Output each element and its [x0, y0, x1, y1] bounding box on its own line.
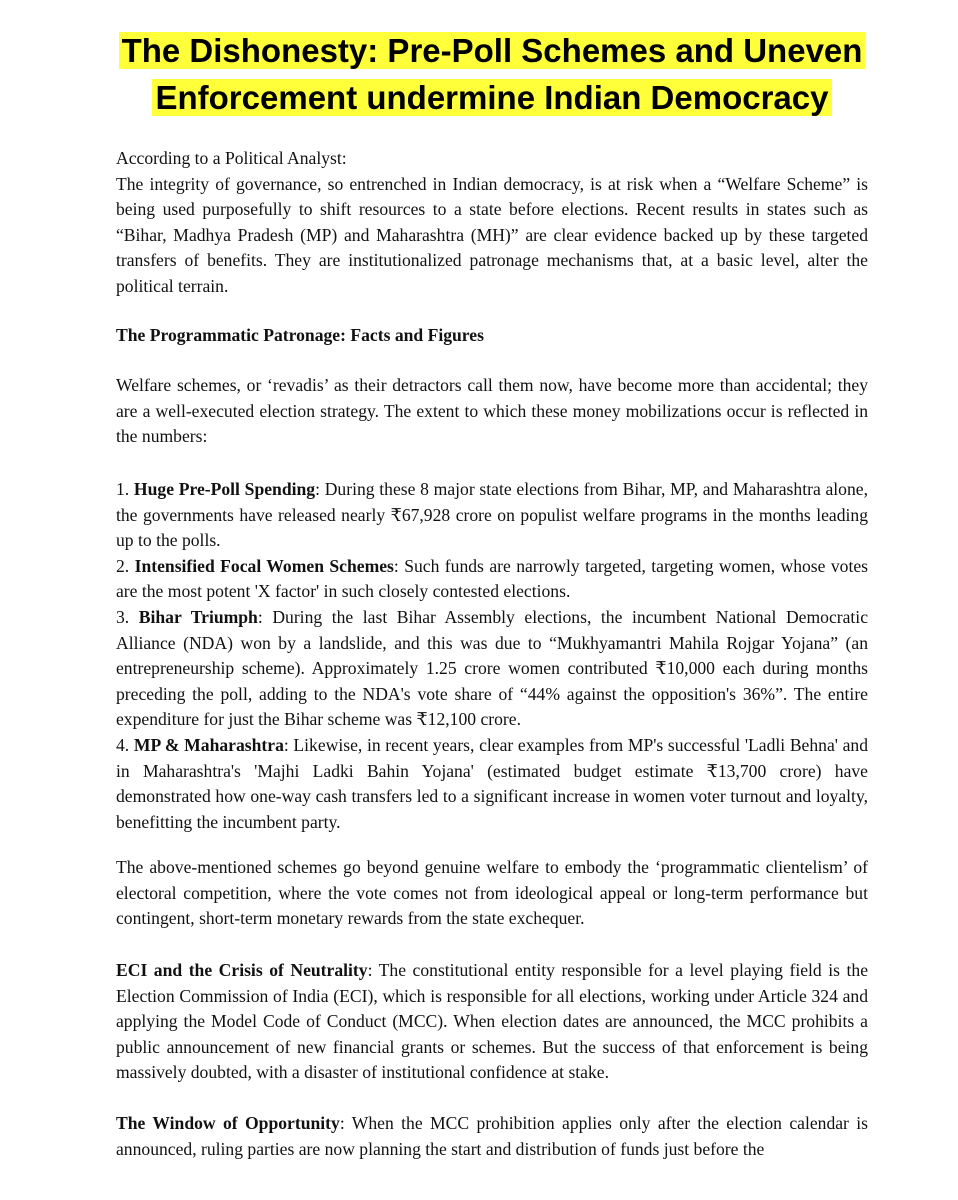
- window-block: [116, 1111, 868, 1162]
- list-item-label: Intensified Focal Women Schemes: [134, 555, 394, 576]
- list-item-text: : During these 8 major state elections from Bihar, MP, and Maharashtra alone, the governments have released nearly ₹67,928 crore on populist welfare programs in the months leading up to the polls.: [116, 479, 868, 551]
- eci-paragraph: [116, 958, 868, 1086]
- list-item-text: : During the last Bihar Assembly elections, the incumbent National Democratic Alliance (NDA) won by a landslide, and this was due to “Mukhyamantri Mahila Rojgar Yojana” (an entrepreneurship scheme). Approximately 1.25 crore women contributed ₹10,000 each during months preceding the poll, adding to the NDA's vote share of “44% against the opposition's 36%”. The entire expenditure for just the Bihar scheme was ₹12,100 crore.: [116, 606, 869, 730]
- list-item-number: 4.: [116, 734, 134, 755]
- document-page: [116, 0, 869, 1159]
- list-item-number: 2.: [116, 555, 135, 576]
- eci-label: ECI and the Crisis of Neutrality: [116, 960, 368, 980]
- eci-block: [116, 958, 868, 1086]
- list-item-number: 3.: [116, 606, 139, 627]
- window-text: : When the MCC prohibition applies only after the election calendar is announced, ruling parties are now planning the start and distribution of funds just before the: [116, 1113, 868, 1159]
- document-title: [116, 27, 868, 121]
- window-paragraph: [116, 1111, 868, 1162]
- list-item-text: : Such funds are narrowly targeted, targeting women, whose votes are the most potent 'X factor' in such closely contested elections.: [116, 555, 869, 602]
- section-heading-text: The Programmatic Patronage: Facts and Figures: [116, 325, 484, 345]
- list-item-number: 1.: [116, 479, 134, 499]
- eci-text: : The constitutional entity responsible for a level playing field is the Election Commission of India (ECI), which is responsible for all elections, working under Article 324 and applying the Model Code of Conduct (MCC). When election dates are announced, the MCC prohibits a public announcement of new financial grants or schemes. But the success of that enforcement is being massively doubted, with a disaster of institutional confidence at stake.: [116, 960, 869, 1083]
- section-intro-block: [116, 373, 868, 450]
- list-item: [116, 554, 868, 605]
- intro-lead: According to a Political Analyst:: [116, 148, 347, 168]
- title-line-1: The Dishonesty: Pre-Poll Schemes and Uneven: [119, 32, 866, 69]
- list-item-label: MP & Maharashtra: [133, 734, 284, 755]
- points-list: [116, 477, 868, 835]
- title-line-2: Enforcement undermine Indian Democracy: [152, 79, 831, 116]
- list-item: [116, 733, 868, 835]
- list-item-label: Bihar Triumph: [138, 606, 258, 627]
- list-item-text: : Likewise, in recent years, clear examples from MP's successful 'Ladli Behna' and in Maharashtra's 'Majhi Ladki Bahin Yojana' (estimated budget estimate ₹13,700 crore) have demonstrated how one-way cash transfers led to a significant increase in women voter turnout and loyalty, benefitting the incumbent party.: [116, 734, 868, 832]
- list-item-label: Huge Pre-Poll Spending: [133, 479, 316, 499]
- intro-paragraph: The integrity of governance, so entrenched in Indian democracy, is at risk when a “Welfare Scheme” is being used purposefully to shift resources to a state before elections. Recent results in states such as “Bihar, Madhya Pradesh (MP) and Maharashtra (MH)” are clear evidence backed up by these targeted transfers of benefits. They are institutionalized patronage mechanisms that, at a basic level, alter the political terrain.: [116, 173, 868, 296]
- conclusion-paragraph: The above-mentioned schemes go beyond genuine welfare to embody the ‘programmatic clientelism’ of electoral competition, where the vote comes not from ideological appeal or long-term performance but contingent, short-term monetary rewards from the state exchequer.: [116, 857, 868, 929]
- section-heading-block: [116, 323, 868, 349]
- intro-section: [116, 146, 868, 300]
- window-label: The Window of Opportunity: [116, 1113, 340, 1133]
- list-item: [116, 477, 868, 554]
- section-heading: [116, 323, 868, 349]
- section-intro-paragraph: Welfare schemes, or ‘revadis’ as their detractors call them now, have become more than accidental; they are a well-executed election strategy. The extent to which these money mobilizations occur is reflected in the numbers:: [116, 375, 868, 447]
- list-item: [116, 605, 868, 733]
- conclusion-block: [116, 855, 868, 932]
